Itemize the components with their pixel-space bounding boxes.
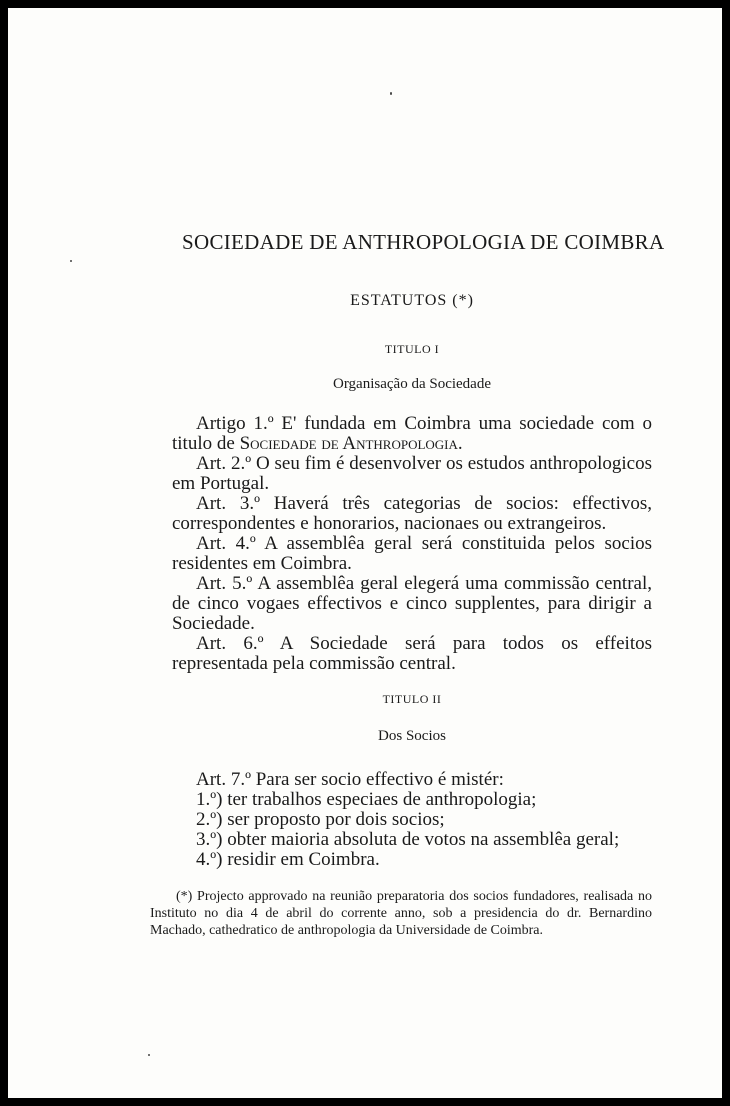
- article-3: Art. 3.º Haverá três categorias de socios: effectivos, correspondentes e honorarios, nacionaes ou extrangeiros.: [172, 493, 652, 534]
- titulo-2-subtitle: Dos Socios: [378, 728, 446, 744]
- paper-speck: [70, 260, 72, 262]
- article-7: Art. 7.º Para ser socio effectivo é mistér:: [196, 769, 504, 790]
- titulo-1-subtitle: Organisação da Sociedade: [333, 376, 491, 392]
- requirement-item: 3.º) obter maioria absoluta de votos na assemblêa geral;: [196, 829, 620, 850]
- article-5: Art. 5.º A assemblêa geral elegerá uma commissão central, de cinco vogaes effectivos e cinco supplentes, para dirigir a Sociedade.: [172, 573, 652, 634]
- titulo-1-articles: [172, 414, 652, 674]
- titulo-1-heading: TITULO I: [384, 342, 440, 356]
- article-6: Art. 6.º A Sociedade será para todos os effeitos representada pela commissão central.: [172, 633, 652, 674]
- paper-speck: [148, 1054, 150, 1056]
- requirement-item: 1.º) ter trabalhos especiaes de anthropologia;: [196, 789, 537, 810]
- footnote-text: (*) Projecto approvado na reunião preparatoria dos socios fundadores, realisada no Instituto no dia 4 de abril do corrente anno, sob a presidencia do dr. Bernardino Machado, cathedratico de anthropologia da Universidade de Coimbra.: [150, 889, 652, 938]
- titulo-2-heading: TITULO II: [382, 692, 442, 706]
- requirement-item: 2.º) ser proposto por dois socios;: [196, 809, 445, 830]
- titulo-2-articles: [172, 770, 652, 870]
- statutes-title: ESTATUTOS (*): [350, 292, 474, 309]
- article-4: Art. 4.º A assemblêa geral será constituida pelos socios residentes em Coimbra.: [172, 533, 652, 574]
- footnote: [150, 888, 652, 939]
- paper-speck: [390, 92, 392, 95]
- society-title: SOCIEDADE DE ANTHROPOLOGIA DE COIMBRA: [182, 230, 665, 254]
- requirement-item: 4.º) residir em Coimbra.: [196, 849, 380, 870]
- article-2: Art. 2.º O seu fim é desenvolver os estudos anthropologicos em Portugal.: [172, 453, 652, 494]
- article-1-period: .: [457, 433, 463, 454]
- article-1-text: Artigo 1.º E' fundada em Coimbra uma sociedade com o titulo de: [172, 413, 652, 454]
- article-1: [172, 414, 652, 454]
- society-name: Sociedade de Anthropologia: [239, 433, 458, 454]
